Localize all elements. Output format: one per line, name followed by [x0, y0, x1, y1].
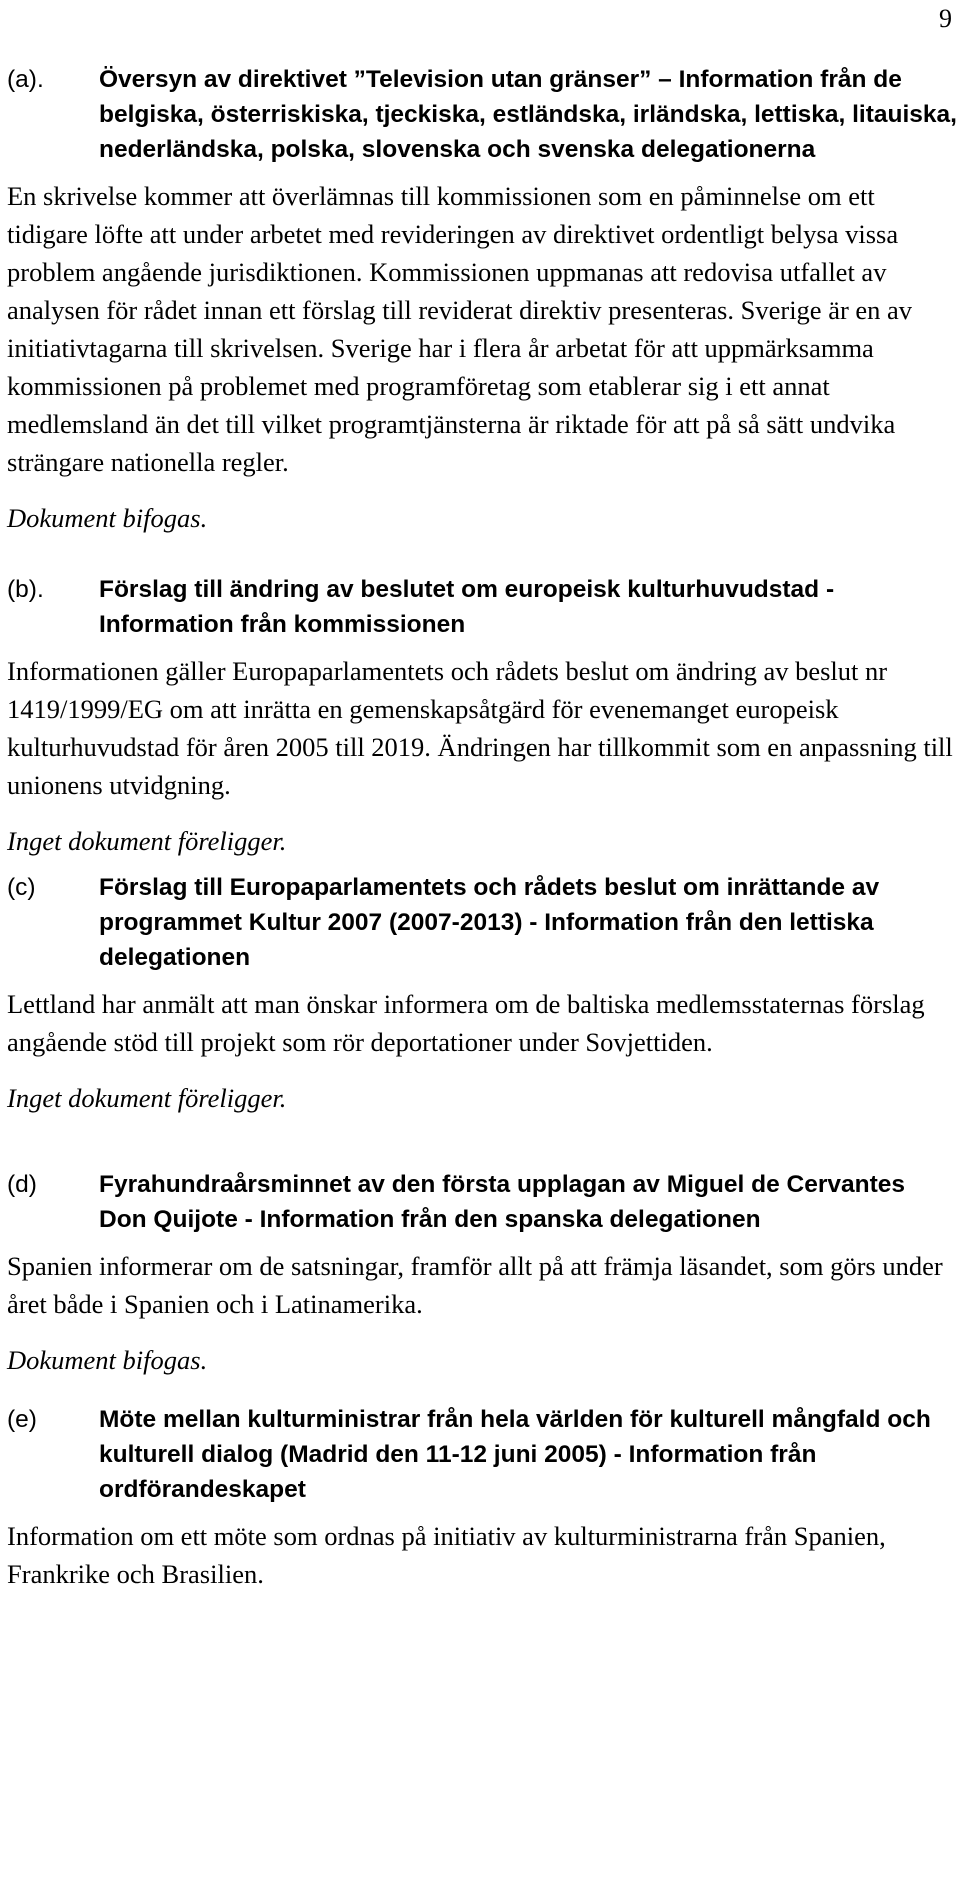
- item-note: Inget dokument föreligger.: [7, 826, 287, 856]
- item-heading: [7, 870, 957, 975]
- item-heading: [7, 62, 957, 167]
- item-body: Information om ett möte som ordnas på initiativ av kulturministrarna från Spanien, Frankrike och Brasilien.: [7, 1521, 886, 1589]
- item-note: Dokument bifogas.: [7, 503, 208, 533]
- agenda-item-b: [7, 572, 957, 860]
- item-heading: [7, 1167, 957, 1237]
- item-body: En skrivelse kommer att överlämnas till kommissionen som en påminnelse om ett tidigare löfte att under arbetet med revideringen av direktivet ordentligt belysa vissa problem angående jurisdiktionen. Kommissionen uppmanas att redovisa utfallet av analysen för rådet innan ett förslag till reviderat direktiv presenteras. Sverige är en av initiativtagarna till skrivelsen. Sverige har i flera år arbetat för att uppmärksamma kommissionen på problemet med programföretag som etablerar sig i ett annat medlemsland än det till vilket programtjänsterna är riktade för att på så sätt undvika strängare nationella regler.: [7, 181, 913, 477]
- item-title: Översyn av direktivet ”Television utan gränser” – Information från de belgiska, österriskiska, tjeckiska, estländska, irländska, lettiska, litauiska, nederländska, polska, slovenska och svenska delegationerna: [99, 66, 957, 163]
- item-body: Spanien informerar om de satsningar, framför allt på att främja läsandet, som görs under året både i Spanien och i Latinamerika.: [7, 1251, 943, 1319]
- item-body: Informationen gäller Europaparlamentets och rådets beslut om ändring av beslut nr 1419/1999/EG om att inrätta en gemenskapsåtgärd för evenemanget europeisk kulturhuvudstad för åren 2005 till 2019. Ändringen har tillkommit som en anpassning till unionens utvidgning.: [7, 656, 953, 800]
- agenda-item-a: [7, 62, 957, 537]
- item-title: Förslag till ändring av beslutet om europeisk kulturhuvudstad - Information från kommissionen: [99, 576, 835, 638]
- item-heading: [7, 572, 957, 642]
- agenda-item-d: [7, 1167, 957, 1379]
- item-note: Inget dokument föreligger.: [7, 1083, 287, 1113]
- item-number: (d): [7, 1171, 37, 1198]
- item-number: (a).: [7, 66, 44, 93]
- item-heading: [7, 1402, 957, 1507]
- item-title: Möte mellan kulturministrar från hela världen för kulturell mångfald och kulturell dialog (Madrid den 11-12 juni 2005) - Information från ordförandeskapet: [99, 1406, 931, 1503]
- item-number: (e): [7, 1406, 37, 1433]
- agenda-item-e: [7, 1402, 957, 1593]
- item-title: Fyrahundraårsminnet av den första upplagan av Miguel de Cervantes Don Quijote - Information från den spanska delegationen: [99, 1171, 905, 1233]
- page-number: 9: [939, 4, 952, 33]
- item-number: (b).: [7, 576, 44, 603]
- item-number: (c): [7, 874, 36, 901]
- agenda-item-c: [7, 870, 957, 1117]
- item-body: Lettland har anmält att man önskar informera om de baltiska medlemsstaternas förslag angående stöd till projekt som rör deportationer under Sovjettiden.: [7, 989, 925, 1057]
- item-note: Dokument bifogas.: [7, 1345, 208, 1375]
- item-title: Förslag till Europaparlamentets och rådets beslut om inrättande av programmet Kultur 2007 (2007-2013) - Information från den lettiska delegationen: [99, 874, 880, 971]
